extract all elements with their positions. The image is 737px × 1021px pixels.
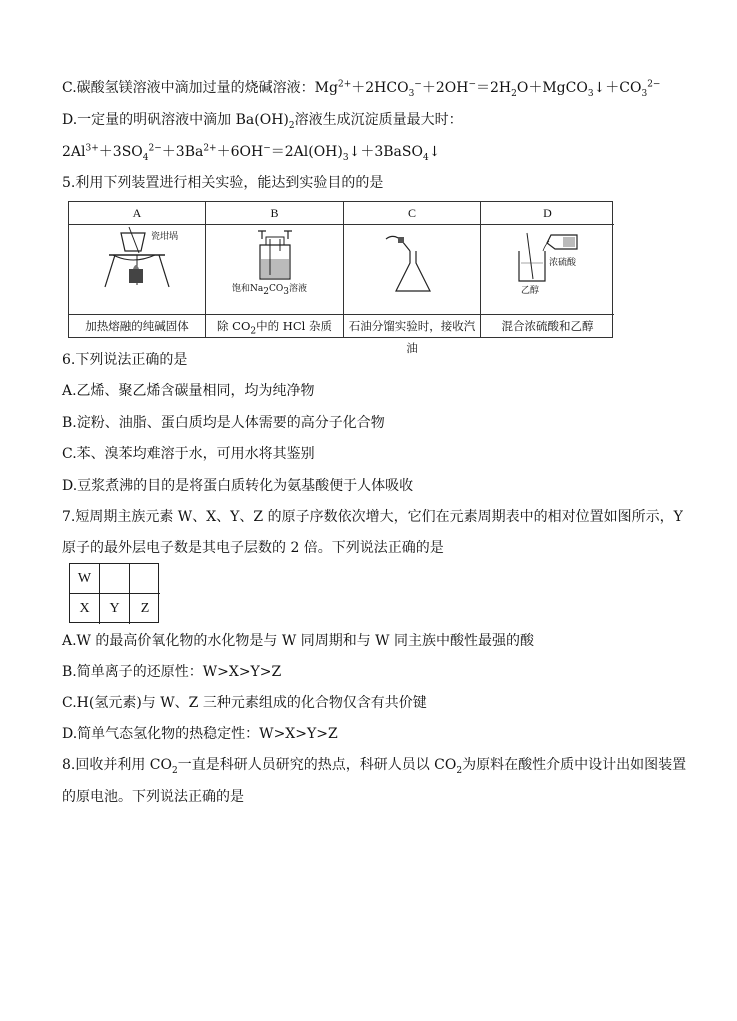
q6-option-c: C.苯、溴苯均难溶于水，可用水将其鉴别	[62, 446, 315, 462]
grid-cell-y: Y	[100, 594, 130, 624]
q6-stem: 6.下列说法正确的是	[62, 352, 188, 368]
q8-stem-cont: 的原电池。下列说法正确的是	[62, 789, 244, 805]
beaker-icon	[481, 225, 614, 295]
grid-cell-empty	[100, 564, 130, 594]
grid-cell-empty	[130, 564, 160, 594]
apparatus-letter: C	[344, 202, 480, 225]
conical-flask-diagram	[344, 225, 480, 314]
q7-option-d: D.简单气态氢化物的热稳定性：W>X>Y>Z	[62, 726, 338, 742]
q7-stem-cont: 原子的最外层电子数是其电子层数的 2 倍。下列说法正确的是	[62, 540, 444, 556]
crucible-label: 瓷坩埚	[151, 232, 179, 242]
grid-cell-x: X	[70, 594, 100, 624]
conical-flask-icon	[344, 225, 481, 295]
q5-stem: 5.利用下列装置进行相关实验，能达到实验目的的是	[62, 175, 384, 191]
apparatus-letter: D	[481, 202, 614, 225]
q6-option-d: D.豆浆煮沸的目的是将蛋白质转化为氨基酸便于人体吸收	[62, 478, 414, 494]
crucible-icon	[69, 225, 206, 295]
solution-label: 饱和$Na_2CO_3$溶液	[232, 284, 307, 297]
periodic-position-grid	[69, 563, 159, 623]
apparatus-caption: 加热熔融的纯碱固体	[69, 314, 205, 337]
acid-mixing-diagram	[481, 225, 614, 314]
acid-label: 浓硫酸	[549, 258, 577, 268]
q8-stem: 8.回收并利用 $CO_2$一直是科研人员研究的热点，科研人员以 $CO_2$为原料在酸性介质中设计出如图装置	[62, 757, 687, 776]
gas-washing-bottle-diagram	[206, 225, 343, 314]
q7-option-c: C.H(氢元素)与 W、Z 三种元素组成的化合物仅含有共价键	[62, 695, 427, 711]
q4-option-d: D.一定量的明矾溶液中滴加 $Ba(OH)_2$溶液生成沉淀质量最大时：	[62, 112, 463, 131]
q7-option-b: B.简单离子的还原性：W>X>Y>Z	[62, 664, 282, 680]
apparatus-caption: 除 $CO_2$中的 HCl 杂质	[206, 314, 343, 337]
apparatus-caption: 石油分馏实验时，接收汽油	[344, 314, 480, 337]
apparatus-table	[68, 201, 613, 355]
q7-option-a: A.W 的最高价氧化物的水化物是与 W 同周期和与 W 同主族中酸性最强的酸	[62, 633, 534, 649]
q4-option-c: C.碳酸氢镁溶液中滴加过量的烧碱溶液：$Mg^{2+}+2HCO_3^-+2OH^-=2H_2O+MgCO_3↓+CO_3^{2-}$	[62, 79, 661, 99]
q6-option-b: B.淀粉、油脂、蛋白质均是人体需要的高分子化合物	[62, 415, 385, 431]
apparatus-letter: A	[69, 202, 205, 225]
grid-cell-w: W	[70, 564, 100, 594]
apparatus-d	[481, 202, 614, 337]
q4-option-d-equation: $2Al^{3+}+3SO_4^{2-}+3Ba^{2+}+6OH^-=2Al(OH)_3↓+3BaSO_4↓$	[62, 143, 441, 163]
apparatus-a	[69, 202, 206, 337]
apparatus-letter: B	[206, 202, 343, 225]
apparatus-c	[344, 202, 481, 355]
apparatus-b	[206, 202, 344, 337]
q7-stem: 7.短周期主族元素 W、X、Y、Z 的原子序数依次增大，它们在元素周期表中的相对位置如图所示，Y	[62, 509, 683, 525]
ethanol-label: 乙醇	[521, 286, 540, 296]
q6-option-a: A.乙烯、聚乙烯含碳量相同，均为纯净物	[62, 383, 315, 399]
apparatus-caption: 混合浓硫酸和乙醇	[481, 314, 614, 337]
grid-cell-z: Z	[140, 601, 150, 616]
crucible-heating-diagram	[69, 225, 205, 314]
